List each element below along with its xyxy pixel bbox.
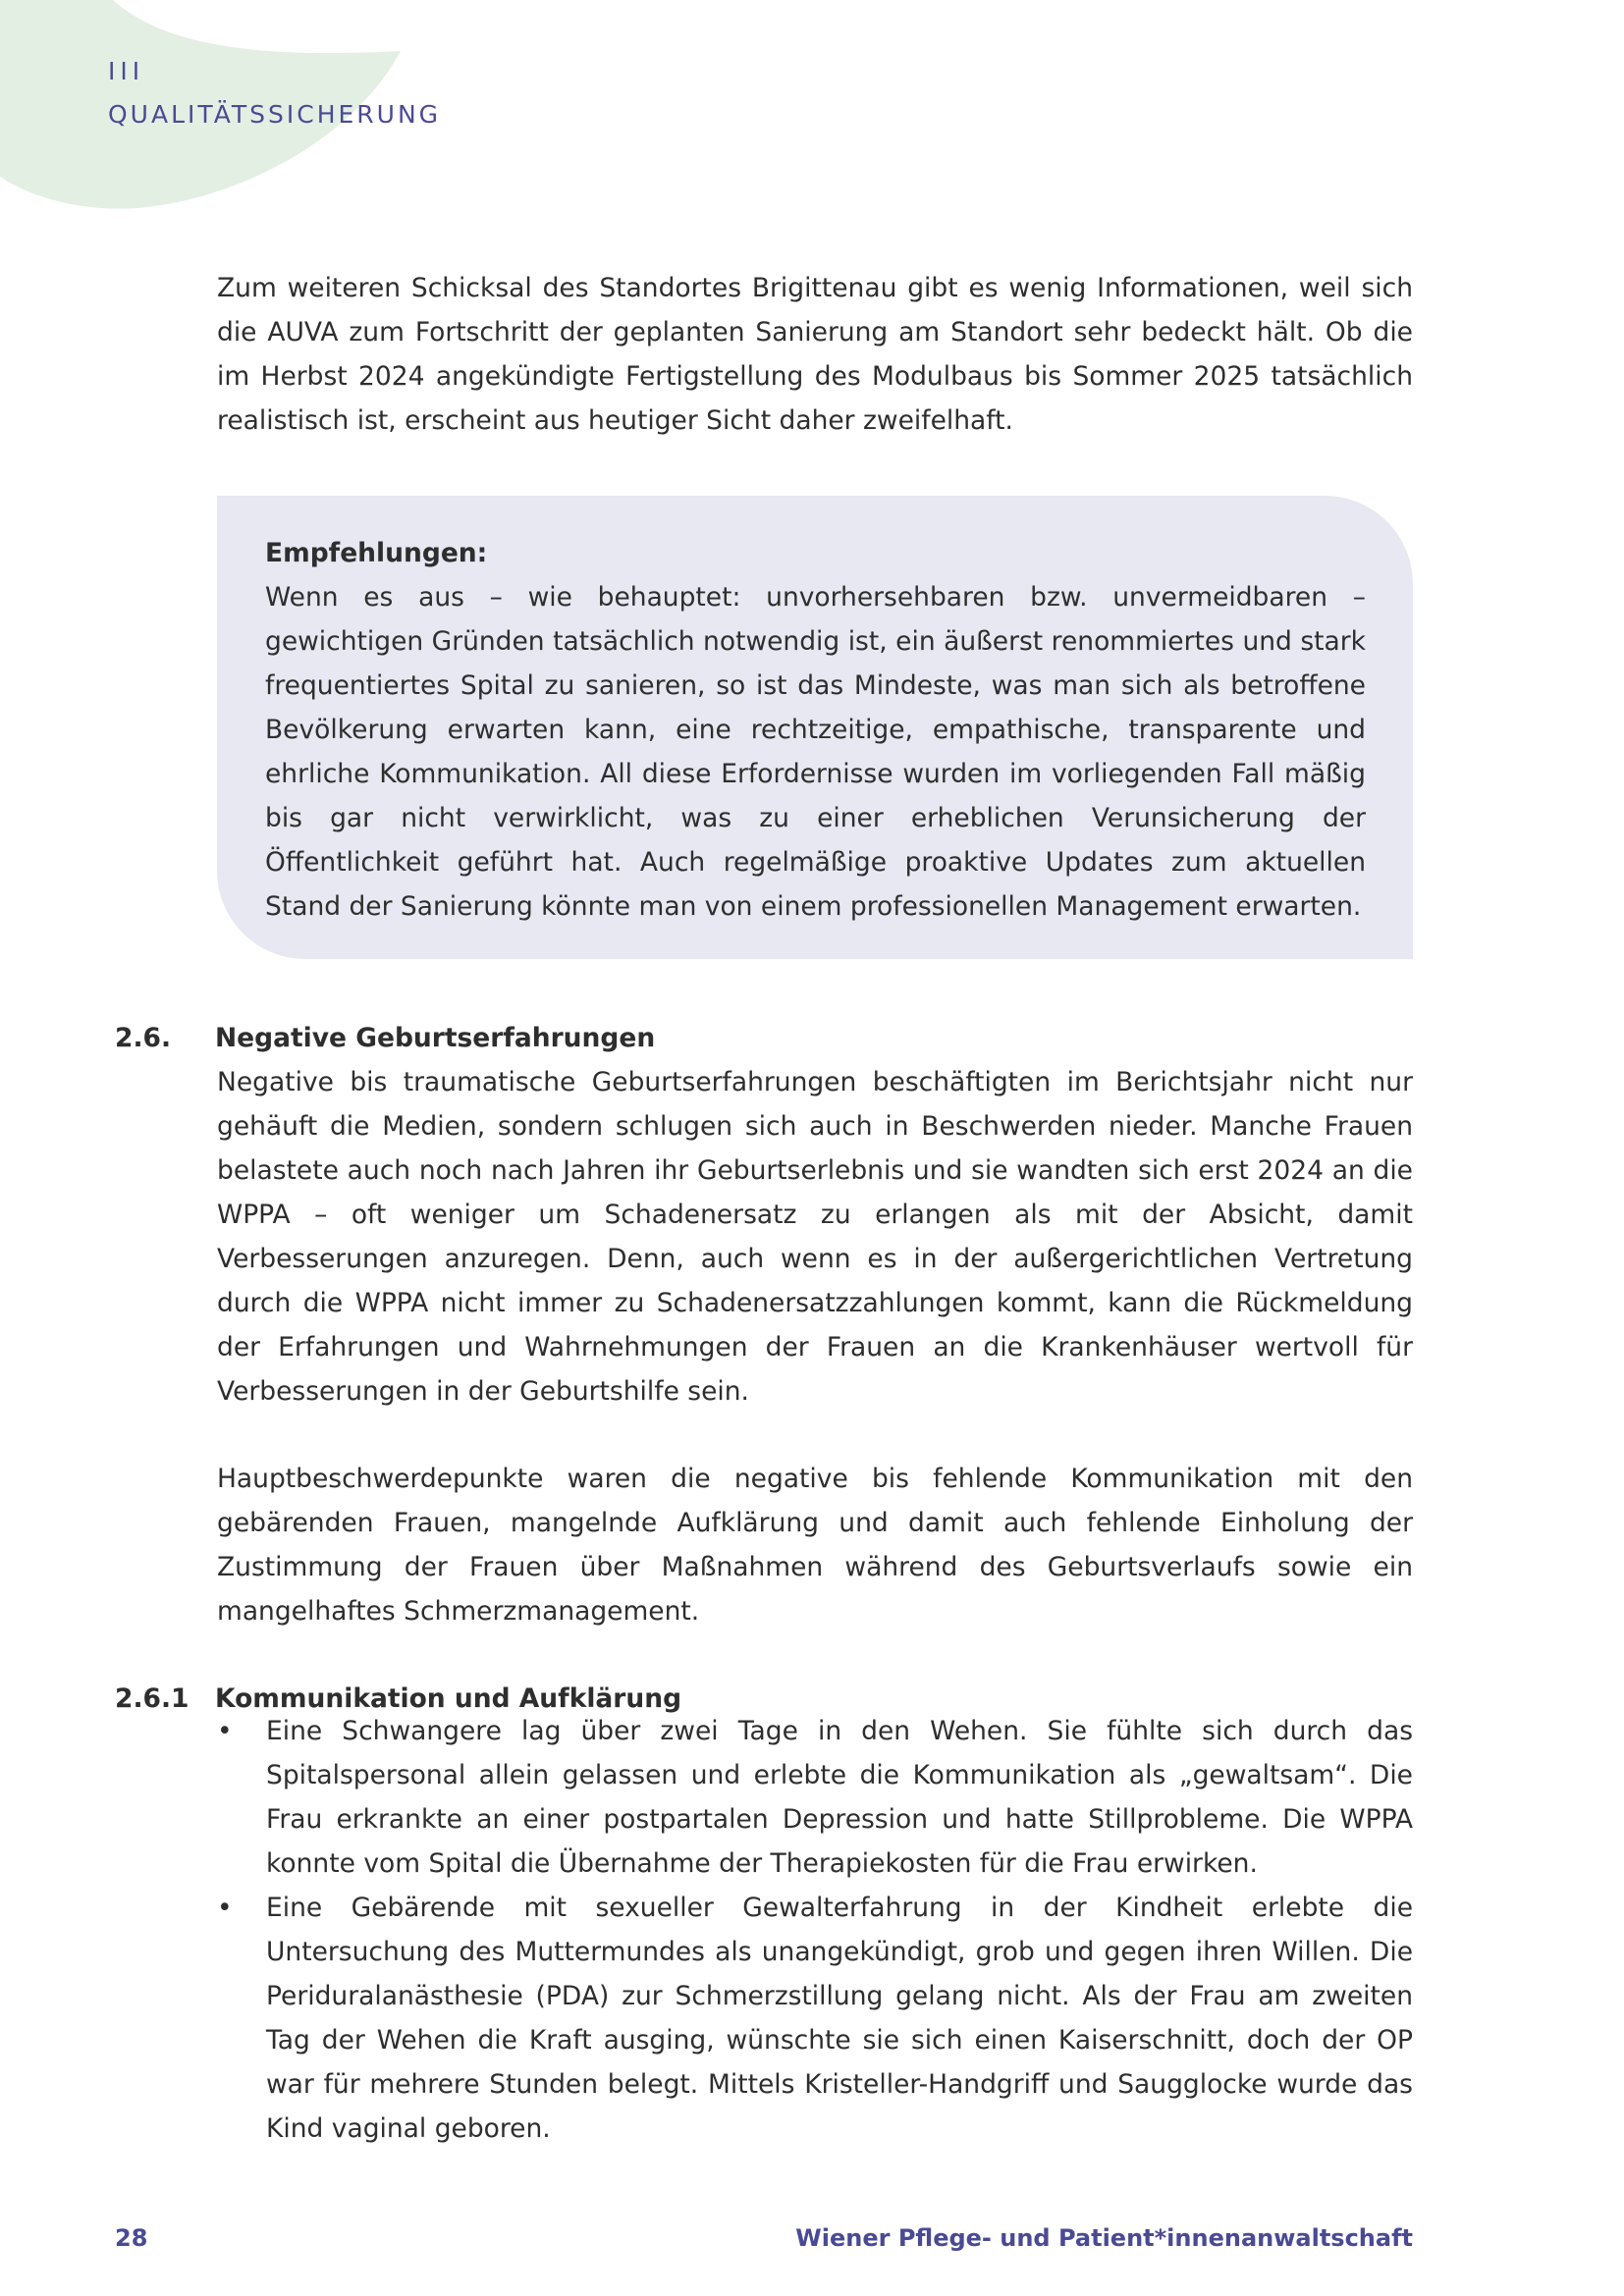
list-item: [217, 1886, 1413, 2151]
recommendation-title: Empfehlungen:: [265, 538, 488, 568]
recommendation-box: [217, 496, 1413, 959]
subsection-heading: Kommunikation und Aufklärung: [215, 1683, 682, 1714]
list-item-text: Eine Gebärende mit sexueller Gewalterfahrung in der Kindheit erlebte die Untersuchung des Muttermundes als unangekündigt, grob und gegen ihren Willen. Die Periduralanästhesie (PDA) zur Schmerzstillung gelang nicht. Als der Frau am zweiten Tag der Wehen die Kraft ausging, wünschte sie sich einen Kaiserschnitt, doch der OP war für mehrere Stunden belegt. Mittels Kristeller-Handgriff und Saugglocke wurde das Kind vaginal geboren.: [266, 1893, 1413, 2144]
list-item: [217, 1709, 1413, 1886]
chapter-number: III: [108, 57, 145, 85]
subsection-number: 2.6.1: [115, 1683, 189, 1714]
chapter-title: QUALITÄTSSICHERUNG: [108, 100, 442, 129]
bullet-list: [217, 1709, 1413, 2151]
footer-publisher: Wiener Pflege- und Patient*innenanwaltschaft: [795, 2224, 1413, 2252]
intro-paragraph: Zum weiteren Schicksal des Standortes Brigittenau gibt es wenig Informationen, weil sich die AUVA zum Fortschritt der geplanten Sanierung am Standort sehr bedeckt hält. Ob die im Herbst 2024 angekündigte Fertigstellung des Modulbaus bis Sommer 2025 tatsächlich realistisch ist, erscheint aus heutiger Sicht daher zweifelhaft.: [217, 273, 1413, 436]
section-number: 2.6.: [115, 1023, 172, 1053]
bullet-icon: •: [217, 1893, 233, 1923]
list-item-text: Eine Schwangere lag über zwei Tage in den Wehen. Sie fühlte sich durch das Spitalspersonal allein gelassen und erlebte die Kommunikation als „gewaltsam“. Die Frau erkrankte an einer postpartalen Depression und hatte Stillprobleme. Die WPPA konnte vom Spital die Übernahme der Therapiekosten für die Frau erwirken.: [266, 1716, 1413, 1879]
section-paragraph-1: Negative bis traumatische Geburtserfahrungen beschäftigten im Berichtsjahr nicht nur gehäuft die Medien, sondern schlugen sich auch in Beschwerden nieder. Manche Frauen belastete auch noch nach Jahren ihr Geburtserlebnis und sie wandten sich erst 2024 an die WPPA – oft weniger um Schadenersatz zu erlangen als mit der Absicht, damit Verbesserungen anzuregen. Denn, auch wenn es in der außergerichtlichen Vertretung durch die WPPA nicht immer zu Schadenersatzzahlungen kommt, kann die Rückmeldung der Erfahrungen und Wahrnehmungen der Frauen an die Krankenhäuser wertvoll für Verbesserungen in der Geburtshilfe sein.: [217, 1067, 1413, 1407]
recommendation-text: Wenn es aus – wie behauptet: unvorhersehbaren bzw. unvermeidbaren – gewichtigen Gründen tatsächlich notwendig ist, ein äußerst renommiertes und stark frequentiertes Spital zu sanieren, so ist das Mindeste, was man sich als betroffene Bevölkerung erwarten kann, eine rechtzeitige, empathische, transparente und ehrliche Kommunikation. All diese Erfordernisse wurden im vorliegenden Fall mäßig bis gar nicht verwirklicht, was zu einer erheblichen Verunsicherung der Öffentlichkeit geführt hat. Auch regelmäßige proaktive Updates zum aktuellen Stand der Sanierung könnte man von einem professionellen Management erwarten.: [265, 582, 1366, 922]
section-paragraph-2: Hauptbeschwerdepunkte waren die negative bis fehlende Kommunikation mit den gebärenden Frauen, mangelnde Aufklärung und damit auch fehlende Einholung der Zustimmung der Frauen über Maßnahmen während des Geburtsverlaufs sowie ein mangelhaftes Schmerzmanagement.: [217, 1464, 1413, 1627]
page-number: 28: [115, 2224, 148, 2252]
bullet-icon: •: [217, 1716, 233, 1746]
section-heading: Negative Geburtserfahrungen: [215, 1023, 656, 1053]
